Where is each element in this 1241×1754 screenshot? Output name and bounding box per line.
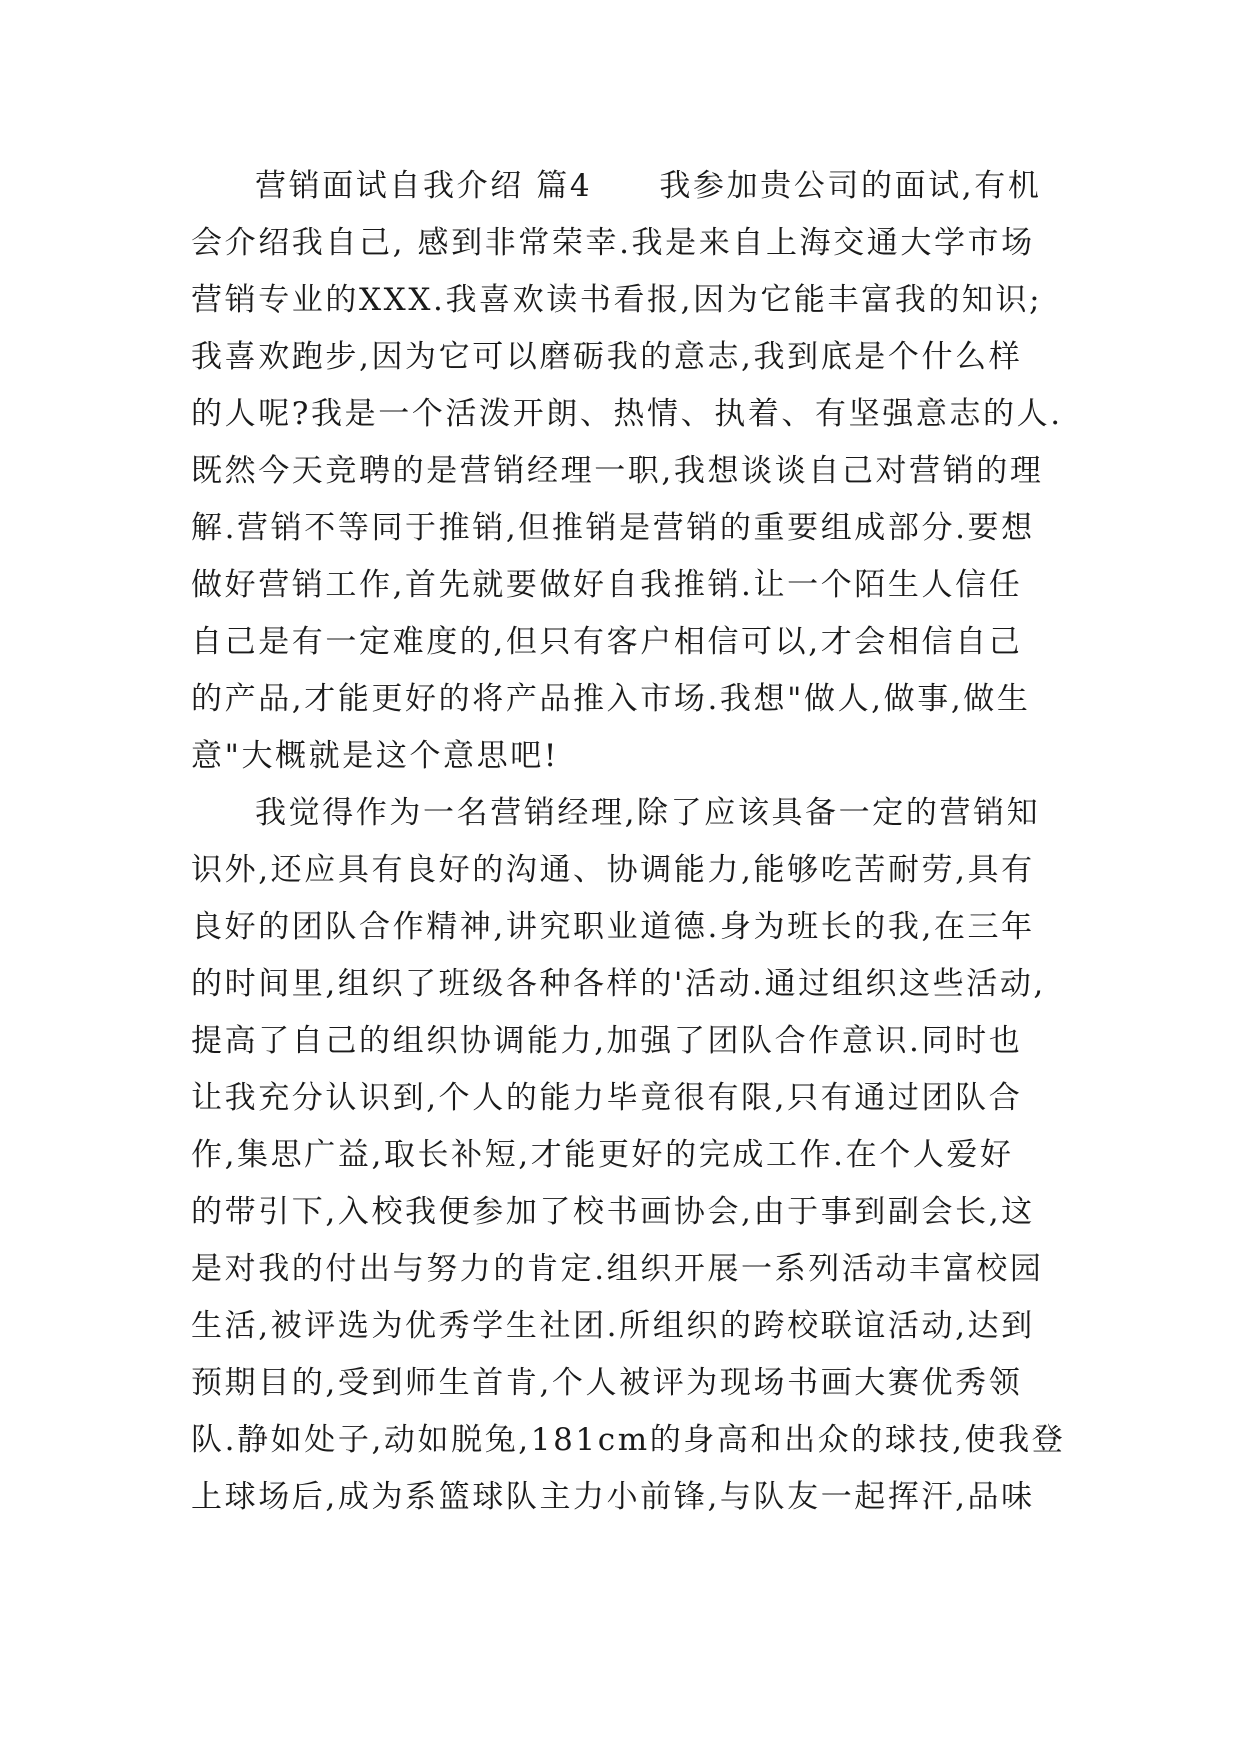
text-line: 让我充分认识到,个人的能力毕竟很有限,只有通过团队合: [191, 1080, 1023, 1116]
text-line: 良好的团队合作精神,讲究职业道德.身为班长的我,在三年: [191, 909, 1035, 945]
text-line-title: 营销面试自我介绍 篇4 我参加贵公司的面试,有机: [255, 168, 1042, 204]
text-line: 预期目的,受到师生首肯,个人被评为现场书画大赛优秀领: [191, 1365, 1023, 1401]
text-line: 上球场后,成为系篮球队主力小前锋,与队友一起挥汗,品味: [191, 1479, 1035, 1515]
text-line: 提高了自己的组织协调能力,加强了团队合作意识.同时也: [191, 1023, 1023, 1059]
text-line: 作,集思广益,取长补短,才能更好的完成工作.在个人爱好: [191, 1137, 1014, 1173]
text-line: 的时间里,组织了班级各种各样的'活动.通过组织这些活动,: [191, 966, 1046, 1002]
text-line: 做好营销工作,首先就要做好自我推销.让一个陌生人信任: [191, 567, 1023, 603]
text-line: 我喜欢跑步,因为它可以磨砺我的意志,我到底是个什么样: [191, 339, 1023, 375]
paragraph-start-line: 我觉得作为一名营销经理,除了应该具备一定的营销知: [255, 795, 1041, 831]
text-line: 是对我的付出与努力的肯定.组织开展一系列活动丰富校园: [191, 1251, 1044, 1287]
text-line: 会介绍我自己, 感到非常荣幸.我是来自上海交通大学市场: [191, 225, 1035, 261]
text-line: 解.营销不等同于推销,但推销是营销的重要组成部分.要想: [191, 510, 1035, 546]
text-line: 的人呢?我是一个活泼开朗、热情、执着、有坚强意志的人.: [191, 396, 1063, 432]
text-line: 营销专业的XXX.我喜欢读书看报,因为它能丰富我的知识;: [191, 282, 1043, 318]
text-line: 自己是有一定难度的,但只有客户相信可以,才会相信自己: [191, 624, 1023, 660]
text-line: 的带引下,入校我便参加了校书画协会,由于事到副会长,这: [191, 1194, 1035, 1230]
text-line: 识外,还应具有良好的沟通、协调能力,能够吃苦耐劳,具有: [191, 852, 1035, 888]
text-line: 既然今天竞聘的是营销经理一职,我想谈谈自己对营销的理: [191, 453, 1044, 489]
body-text: [191, 158, 1066, 1526]
text-line: 队.静如处子,动如脱兔,181cm的身高和出众的球技,使我登: [191, 1422, 1066, 1458]
text-line: 生活,被评选为优秀学生社团.所组织的跨校联谊活动,达到: [191, 1308, 1035, 1344]
text-line: 的产品,才能更好的将产品推入市场.我想"做人,做事,做生: [191, 681, 1031, 717]
text-line: 意"大概就是这个意思吧!: [191, 738, 559, 774]
